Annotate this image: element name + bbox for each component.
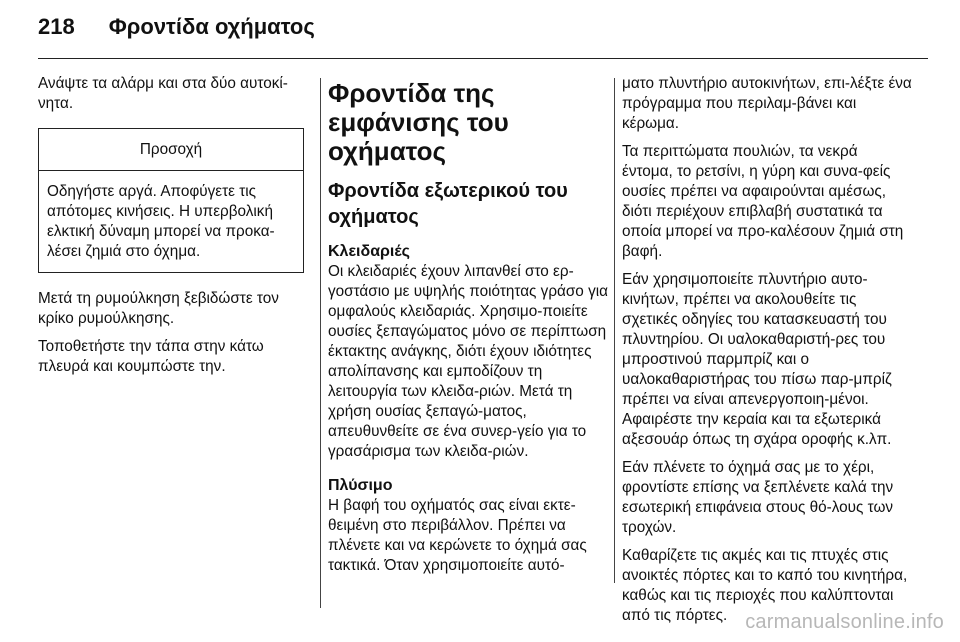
- watermark: carmanualsonline.info: [745, 611, 944, 633]
- caution-text: Οδηγήστε αργά. Αποφύγετε τις απότομες κινήσεις. Η υπερβολική ελκτική δύναμη μπορεί να προκα-λέσει ζημιά στο όχημα.: [47, 183, 275, 260]
- column-divider-1: [320, 78, 321, 608]
- automatic-wash-paragraph: Εάν χρησιμοποιείτε πλυντήριο αυτο-κινήτων, πρέπει να ακολουθείτε τις σχετικές οδηγίες του κατασκευαστή του πλυντηρίου. Οι υαλοκαθαριστή-ρες του μπροστινού παρμπρίζ και ο υαλοκαθαριστήρας του πίσω παρ-μπρίζ πρέπει να είναι απενεργοποιη-μένοι. Αφαιρέστε την κεραία και τα εξωτερικά αξεσουάρ όπως τη σχάρα οροφής κ.λπ.: [622, 271, 892, 448]
- hand-wash-paragraph: Εάν πλένετε το όχημά σας με το χέρι, φροντίστε επίσης να ξεπλένετε καλά την εσωτερική επιφάνεια στους θό-λους των τροχών.: [622, 459, 894, 536]
- edges-paragraph: Καθαρίζετε τις ακμές και τις πτυχές στις ανοικτές πόρτες και το καπό του κινητήρα, καθώς και τις περιοχές που καλύπτονται από τις πόρτες.: [622, 547, 908, 624]
- unscrew-paragraph: Μετά τη ρυμούλκηση ξεβιδώστε τον κρίκο ρυμούλκησης.: [38, 290, 279, 327]
- washing-heading: Πλύσιμο: [328, 477, 393, 494]
- section-heading: Φροντίδα της εμφάνισης του οχήματος: [328, 78, 509, 166]
- washing-paragraph: Η βαφή του οχήματός σας είναι εκτε-θειμένη στο περιβάλλον. Πρέπει να πλένετε και να κερώνετε το όχημά σας τακτικά. Όταν χρησιμοποιείτε αυτό-: [328, 497, 587, 574]
- column-3: [622, 74, 912, 634]
- cap-paragraph: Τοποθετήστε την τάπα στην κάτω πλευρά και κουμπώστε την.: [38, 338, 264, 375]
- intro-paragraph: Ανάψτε τα αλάρμ και στα δύο αυτοκί-νητα.: [38, 75, 288, 112]
- column-1: [38, 74, 310, 385]
- caution-title: Προσοχή: [39, 129, 303, 171]
- car-wash-paragraph: ματο πλυντήριο αυτοκινήτων, επι-λέξτε ένα πρόγραμμα που περιλαμ-βάνει και κέρωμα.: [622, 75, 912, 132]
- column-divider-2: [614, 78, 615, 583]
- page-title: Φροντίδα οχήματος: [108, 14, 315, 39]
- header-rule: [38, 58, 928, 59]
- bird-droppings-paragraph: Τα περιττώματα πουλιών, τα νεκρά έντομα, το ρετσίνι, η γύρη και συνα-φείς ουσίες πρέπει να αφαιρούνται αμέσως, διότι περιέχουν επιβλαβή συστατικά τα οποία μπορεί να προ-καλέσουν ζημιά στη βαφή.: [622, 143, 904, 260]
- column-2: [328, 74, 608, 576]
- page-number: 218: [38, 14, 75, 39]
- subsection-heading: Φροντίδα εξωτερικού του οχήματος: [328, 180, 568, 228]
- locks-paragraph: Οι κλειδαριές έχουν λιπανθεί στο ερ-γοστάσιο με υψηλής ποιότητας γράσο για ομφαλούς κλειδαριάς. Χρησιμο-ποιείτε ουσίες ξεπαγώματος μόνο σε περίπτωση έκτακτης ανάγκης, διότι έχουν ιδιότητες απολίπανσης και εμποδίζουν τη λειτουργία των κλειδα-ριών. Μετά τη χρήση ουσίας ξεπαγώ-ματος, απευθυνθείτε σε ένα συνερ-γείο για το γρασάρισμα των κλειδα-ριών.: [328, 263, 608, 460]
- page-header: [38, 14, 315, 44]
- caution-box: [38, 128, 304, 273]
- locks-heading: Κλειδαριές: [328, 243, 410, 260]
